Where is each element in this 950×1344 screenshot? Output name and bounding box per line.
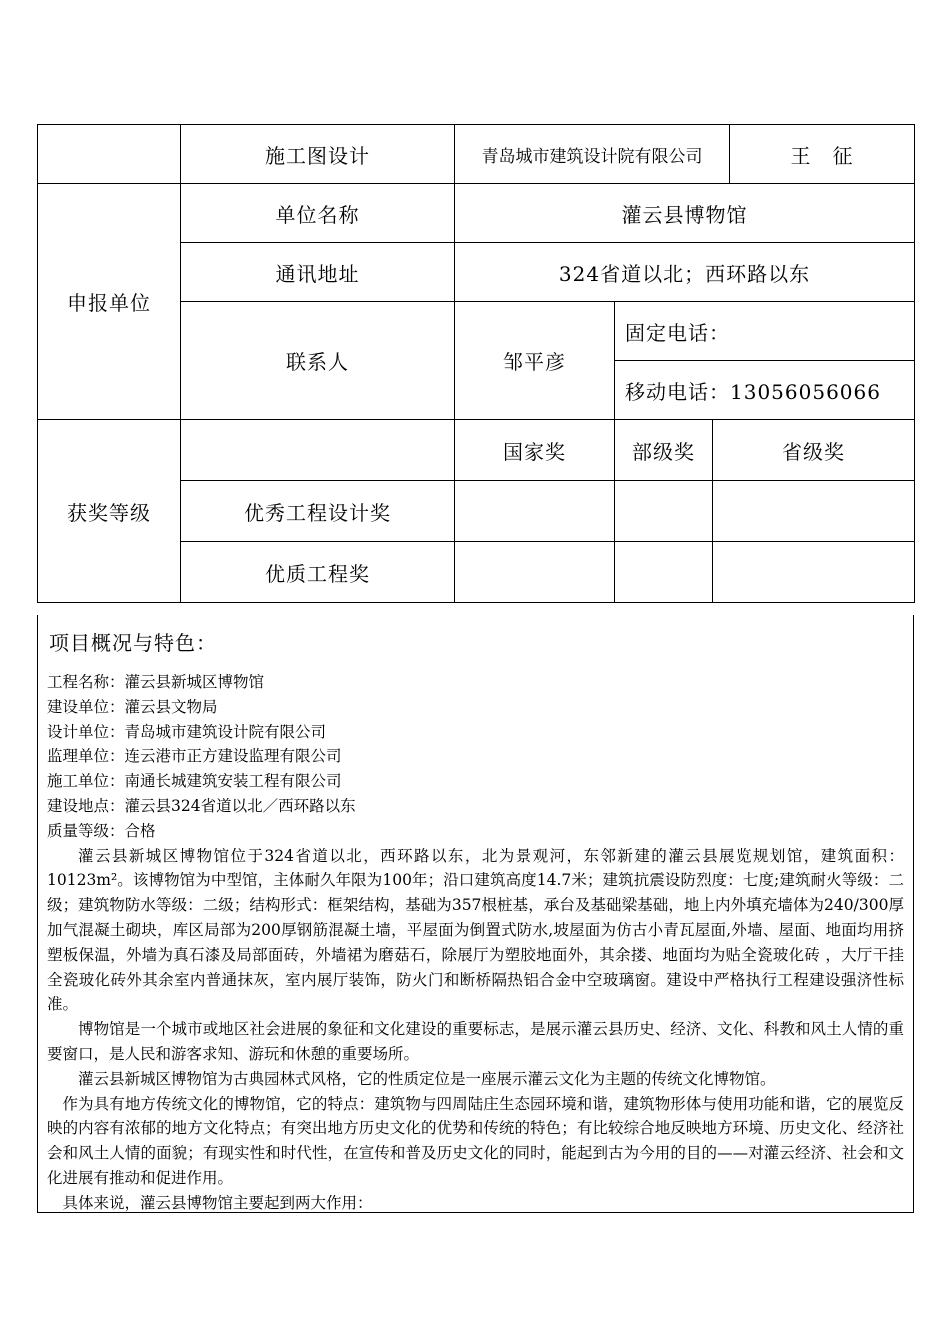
col-ministry-award: 部级奖 <box>615 420 713 481</box>
design-stage-label: 施工图设计 <box>181 125 455 184</box>
info-line: 建设地点：灌云县324省道以北／西环路以东 <box>47 796 356 815</box>
address-value: 324省道以北；西环路以东 <box>455 243 915 302</box>
paragraph: 博物馆是一个城市或地区社会进展的象征和文化建设的重要标志，是展示灌云县历史、经济、文化、科教和风土人情的重要窗口，是人民和游客求知、游玩和休憩的重要场所。 <box>47 1020 904 1063</box>
paragraph: 灌云县新城区博物馆为古典园林式风格，它的性质定位是一座展示灌云文化为主题的传统文化博物馆。 <box>78 1069 776 1088</box>
award-cell <box>615 481 713 542</box>
info-line: 设计单位：青岛城市建筑设计院有限公司 <box>47 722 327 741</box>
info-line: 质量等级：合格 <box>47 821 156 840</box>
paragraph: 具体来说，灌云县博物馆主要起到两大作用： <box>62 1193 373 1212</box>
paragraph: 灌云县新城区博物馆位于324省道以北，西环路以东，北为景观河，东邻新建的灌云县展览规划馆，建筑面积：10123m²。该博物馆为中型馆，主体耐久年限为100年；沿口建筑高度14.7米；建筑抗震设防烈度：七度;建筑耐火等级：二级；建筑物防水等级：二级；结构形式：框架结构，基础为357根桩基，承台及基础梁基础，地上内外填充墙体为240/300厚加气混凝土砌块，库区局部为200厚钢筋混凝土墙，平屋面为倒置式防水,坡屋面为仿古小青瓦屋面,外墙、屋面、地面均用挤塑板保温，外墙为真石漆及局部面砖，外墙裙为磨菇石，除展厅为塑胶地面外，其余搂、地面均为贴全瓷玻化砖 ，大厅干挂全瓷玻化砖外其余室内普通抹灰，室内展厅装饰，防火门和断桥隔热铝合金中空玻璃窗。建设中严格执行工程建设强济性标准。 <box>47 846 904 1014</box>
contact-value: 邹平彦 <box>455 302 615 420</box>
award-cell <box>455 481 615 542</box>
unit-name-label: 单位名称 <box>181 184 455 243</box>
contact-label: 联系人 <box>181 302 455 420</box>
row-quality-award: 优质工程奖 <box>181 542 455 603</box>
application-form-table <box>37 124 915 603</box>
col-national-award: 国家奖 <box>455 420 615 481</box>
design-person-value: 王 征 <box>730 125 915 184</box>
description-title: 项目概况与特色： <box>49 631 217 655</box>
info-line: 建设单位：灌云县文物局 <box>47 697 218 716</box>
design-company-value: 青岛城市建筑设计院有限公司 <box>455 125 730 184</box>
paragraph: 作为具有地方传统文化的博物馆，它的特点：建筑物与四周陆庄生态园环境和谐，建筑物形体与使用功能和谐，它的展览反映的内容有浓郁的地方文化特点；有突出地方历史文化的优势和传统的特色；有比较综合地反映地方环境、历史文化、经济社会和风土人情的面貌；有现实性和时代性，在宣传和普及历史文化的同时，能起到古为今用的目的——对灌云经济、社会和文化进展有推动和促进作用。 <box>47 1094 904 1187</box>
mobile-phone-value: 13056056066 <box>730 379 881 404</box>
info-line: 监理单位：连云港市正方建设监理有限公司 <box>47 747 342 766</box>
row-design-award: 优秀工程设计奖 <box>181 481 455 542</box>
fixed-phone-label: 固定电话： <box>625 320 730 345</box>
award-cell <box>615 542 713 603</box>
fixed-phone-cell <box>615 302 915 361</box>
applicant-label: 申报单位 <box>38 184 181 420</box>
award-cell <box>713 481 915 542</box>
address-label: 通讯地址 <box>181 243 455 302</box>
award-cell <box>455 542 615 603</box>
empty-cell <box>181 420 455 481</box>
unit-name-value: 灌云县博物馆 <box>455 184 915 243</box>
info-line: 工程名称：灌云县新城区博物馆 <box>47 673 265 691</box>
award-cell <box>713 542 915 603</box>
mobile-phone-cell <box>615 361 915 420</box>
project-description-section <box>37 615 914 1213</box>
col-province-award: 省级奖 <box>713 420 915 481</box>
award-level-label: 获奖等级 <box>38 420 181 603</box>
empty-cell <box>38 125 181 184</box>
mobile-phone-label: 移动电话： <box>625 379 730 404</box>
info-line: 施工单位：南通长城建筑安装工程有限公司 <box>47 772 342 791</box>
